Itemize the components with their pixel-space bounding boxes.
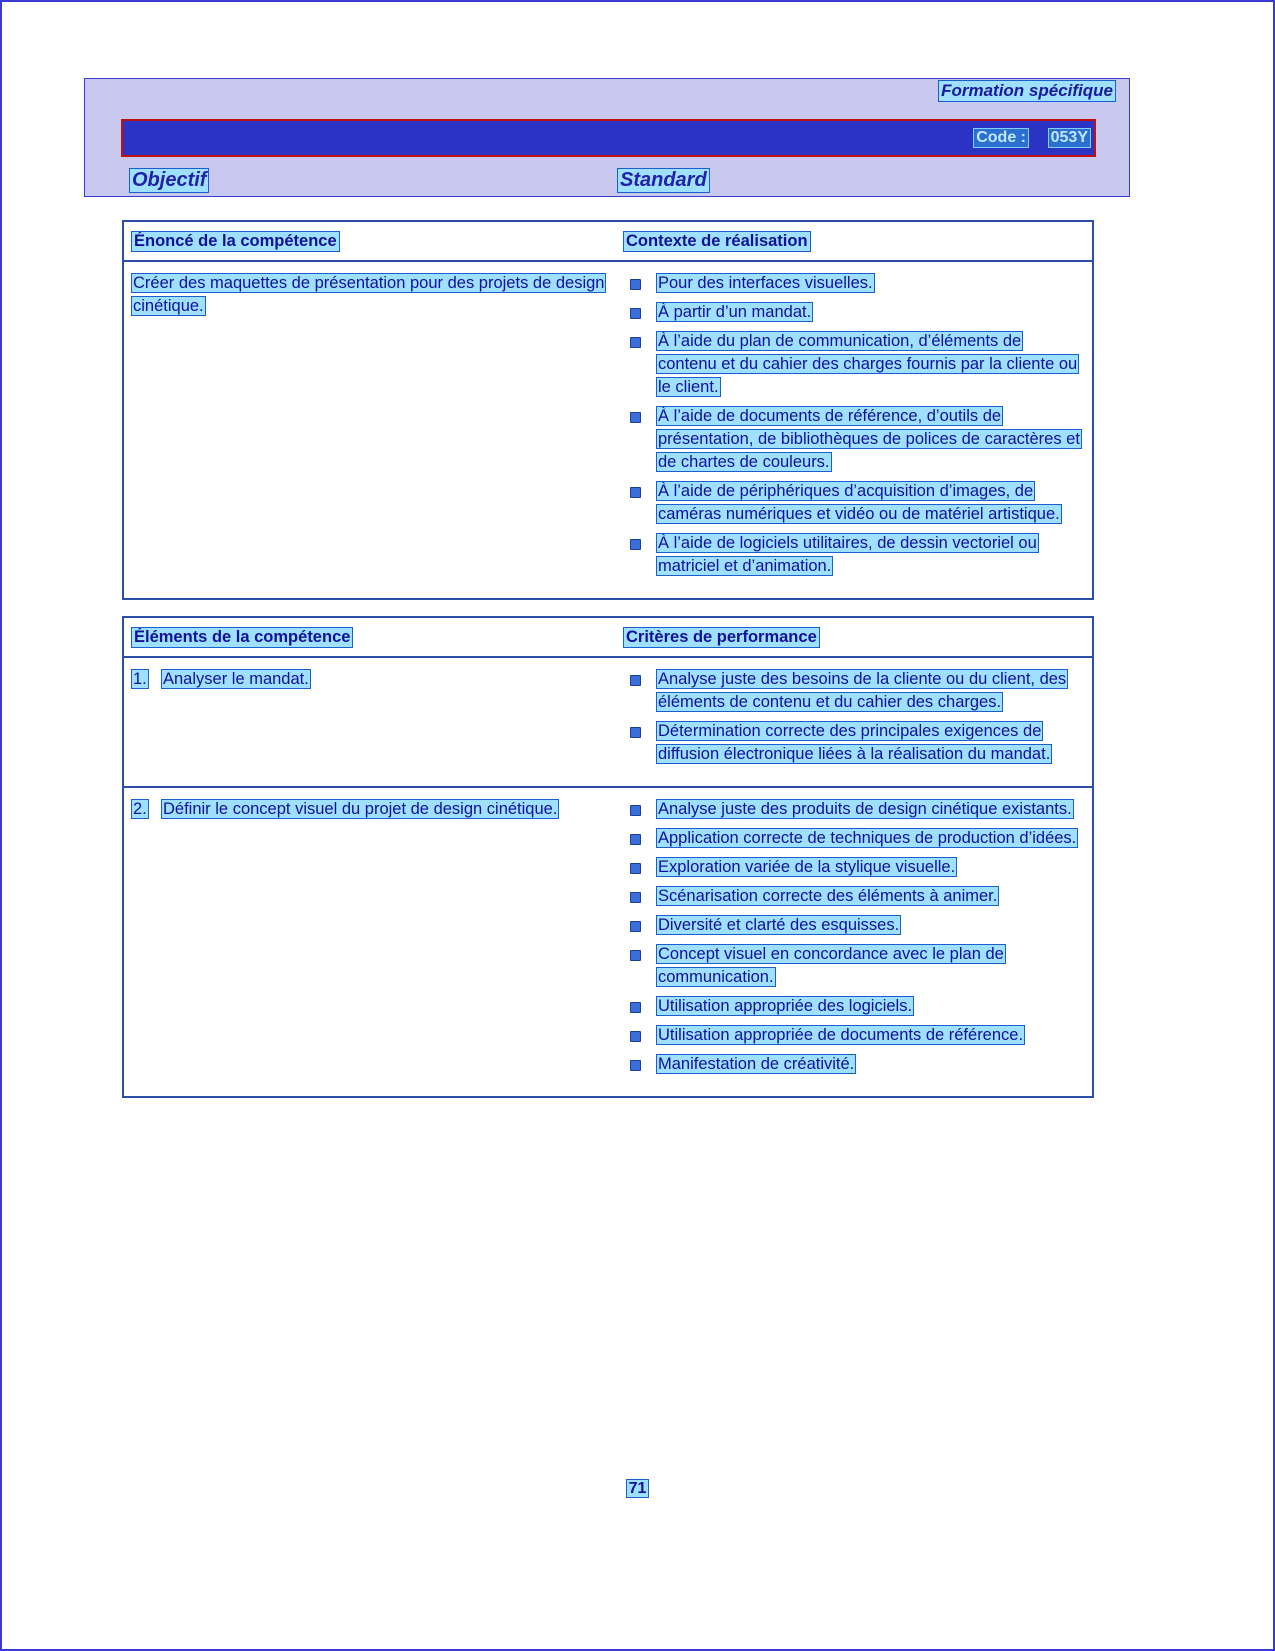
page-number xyxy=(2,1480,1273,1498)
contexte-list-cell xyxy=(616,262,1092,598)
element-item xyxy=(132,798,608,821)
list-item xyxy=(620,301,1084,324)
list-item xyxy=(620,272,1084,295)
bullet-icon xyxy=(630,279,641,290)
contexte-item-text: À l’aide du plan de communication, d’éléments de contenu et du cahier des charges fournis par la cliente ou le client. xyxy=(658,332,1078,396)
contexte-realisation-label: Contexte de réalisation xyxy=(626,231,808,250)
criteria-item-text: Manifestation de créativité. xyxy=(658,1055,855,1073)
competence-statement-cell xyxy=(124,262,616,598)
bullet-icon xyxy=(630,834,641,845)
table-elements-header-right xyxy=(616,628,1092,647)
element-number: 1. xyxy=(133,670,147,688)
table-competence-header-row xyxy=(124,222,1092,262)
criteria-item-text: Diversité et clarté des esquisses. xyxy=(658,916,900,934)
contexte-list xyxy=(620,272,1084,578)
contexte-item-text: Pour des interfaces visuelles. xyxy=(658,274,873,292)
list-item xyxy=(620,480,1084,526)
bullet-icon xyxy=(630,1002,641,1013)
objectif-heading: Objectif xyxy=(132,169,207,191)
element-number: 2. xyxy=(133,800,147,818)
criteria-cell xyxy=(616,658,1092,786)
bullet-icon xyxy=(630,805,641,816)
list-item xyxy=(620,914,1084,937)
standard-heading: Standard xyxy=(620,169,707,191)
table-competence-header-right xyxy=(616,232,1092,251)
bullet-icon xyxy=(630,1060,641,1071)
criteria-item-text: Analyse juste des produits de design cinétique existants. xyxy=(658,800,1072,818)
elements-competence-label: Éléments de la compétence xyxy=(134,627,351,646)
bullet-icon xyxy=(630,539,641,550)
criteria-list xyxy=(620,798,1084,1076)
criteria-item-text: Utilisation appropriée de documents de référence. xyxy=(658,1026,1024,1044)
code-label: Code : xyxy=(976,129,1026,146)
bullet-icon xyxy=(630,337,641,348)
bullet-icon xyxy=(630,950,641,961)
bullet-icon xyxy=(630,892,641,903)
contexte-item-text: À partir d’un mandat. xyxy=(658,303,812,321)
list-item xyxy=(620,856,1084,879)
criteria-item-text: Détermination correcte des principales exigences de diffusion électronique liées à la réalisation du mandat. xyxy=(658,722,1051,763)
table-competence xyxy=(122,220,1094,600)
table-elements-header-row xyxy=(124,618,1092,658)
list-item xyxy=(620,943,1084,989)
bullet-icon xyxy=(630,308,641,319)
list-item xyxy=(620,405,1084,474)
code-bar xyxy=(121,119,1096,157)
table-row xyxy=(124,658,1092,788)
criteria-list xyxy=(620,668,1084,766)
criteria-item-text: Utilisation appropriée des logiciels. xyxy=(658,997,913,1015)
table-row xyxy=(124,788,1092,1096)
contexte-item-text: À l’aide de logiciels utilitaires, de dessin vectoriel ou matriciel et d’animation. xyxy=(658,534,1037,575)
list-item xyxy=(620,532,1084,578)
bullet-icon xyxy=(630,727,641,738)
criteria-cell xyxy=(616,788,1092,1096)
table-competence-header-left xyxy=(124,232,616,251)
criteria-item-text: Concept visuel en concordance avec le plan de communication. xyxy=(658,945,1004,986)
bullet-icon xyxy=(630,675,641,686)
element-item xyxy=(132,668,608,691)
criteria-item-text: Application correcte de techniques de production d’idées. xyxy=(658,829,1077,847)
bullet-icon xyxy=(630,412,641,423)
list-item xyxy=(620,1024,1084,1047)
table-elements-competence xyxy=(122,616,1094,1098)
competence-statement: Créer des maquettes de présentation pour des projets de design cinétique. xyxy=(133,274,605,315)
table-elements-header-left xyxy=(124,628,616,647)
bullet-icon xyxy=(630,863,641,874)
criteria-item-text: Scénarisation correcte des éléments à animer. xyxy=(658,887,998,905)
criteria-item-text: Analyse juste des besoins de la cliente ou du client, des éléments de contenu et du cahier des charges. xyxy=(658,670,1067,711)
list-item xyxy=(620,330,1084,399)
list-item xyxy=(620,827,1084,850)
criteres-performance-label: Critères de performance xyxy=(626,627,817,646)
element-text: Analyser le mandat. xyxy=(163,670,309,688)
element-cell xyxy=(124,658,616,786)
element-cell xyxy=(124,788,616,1096)
enonce-competence-label: Énoncé de la compétence xyxy=(134,231,337,250)
contexte-item-text: À l’aide de documents de référence, d’outils de présentation, de bibliothèques de polices de caractères et de chartes de couleurs. xyxy=(658,407,1080,471)
list-item xyxy=(620,995,1084,1018)
list-item xyxy=(620,798,1084,821)
formation-specifique-label: Formation spécifique xyxy=(941,81,1113,100)
bullet-icon xyxy=(630,1031,641,1042)
list-item xyxy=(620,720,1084,766)
list-item xyxy=(620,885,1084,908)
contexte-item-text: À l’aide de périphériques d’acquisition d’images, de caméras numériques et vidéo ou de matériel artistique. xyxy=(658,482,1060,523)
header-band xyxy=(84,78,1130,197)
table-competence-body-row xyxy=(124,262,1092,598)
bullet-icon xyxy=(630,921,641,932)
bullet-icon xyxy=(630,487,641,498)
criteria-item-text: Exploration variée de la stylique visuelle. xyxy=(658,858,956,876)
page-number-value: 71 xyxy=(628,1480,647,1497)
element-text: Définir le concept visuel du projet de design cinétique. xyxy=(163,800,558,818)
code-value: 053Y xyxy=(1050,129,1088,146)
list-item xyxy=(620,668,1084,714)
list-item xyxy=(620,1053,1084,1076)
